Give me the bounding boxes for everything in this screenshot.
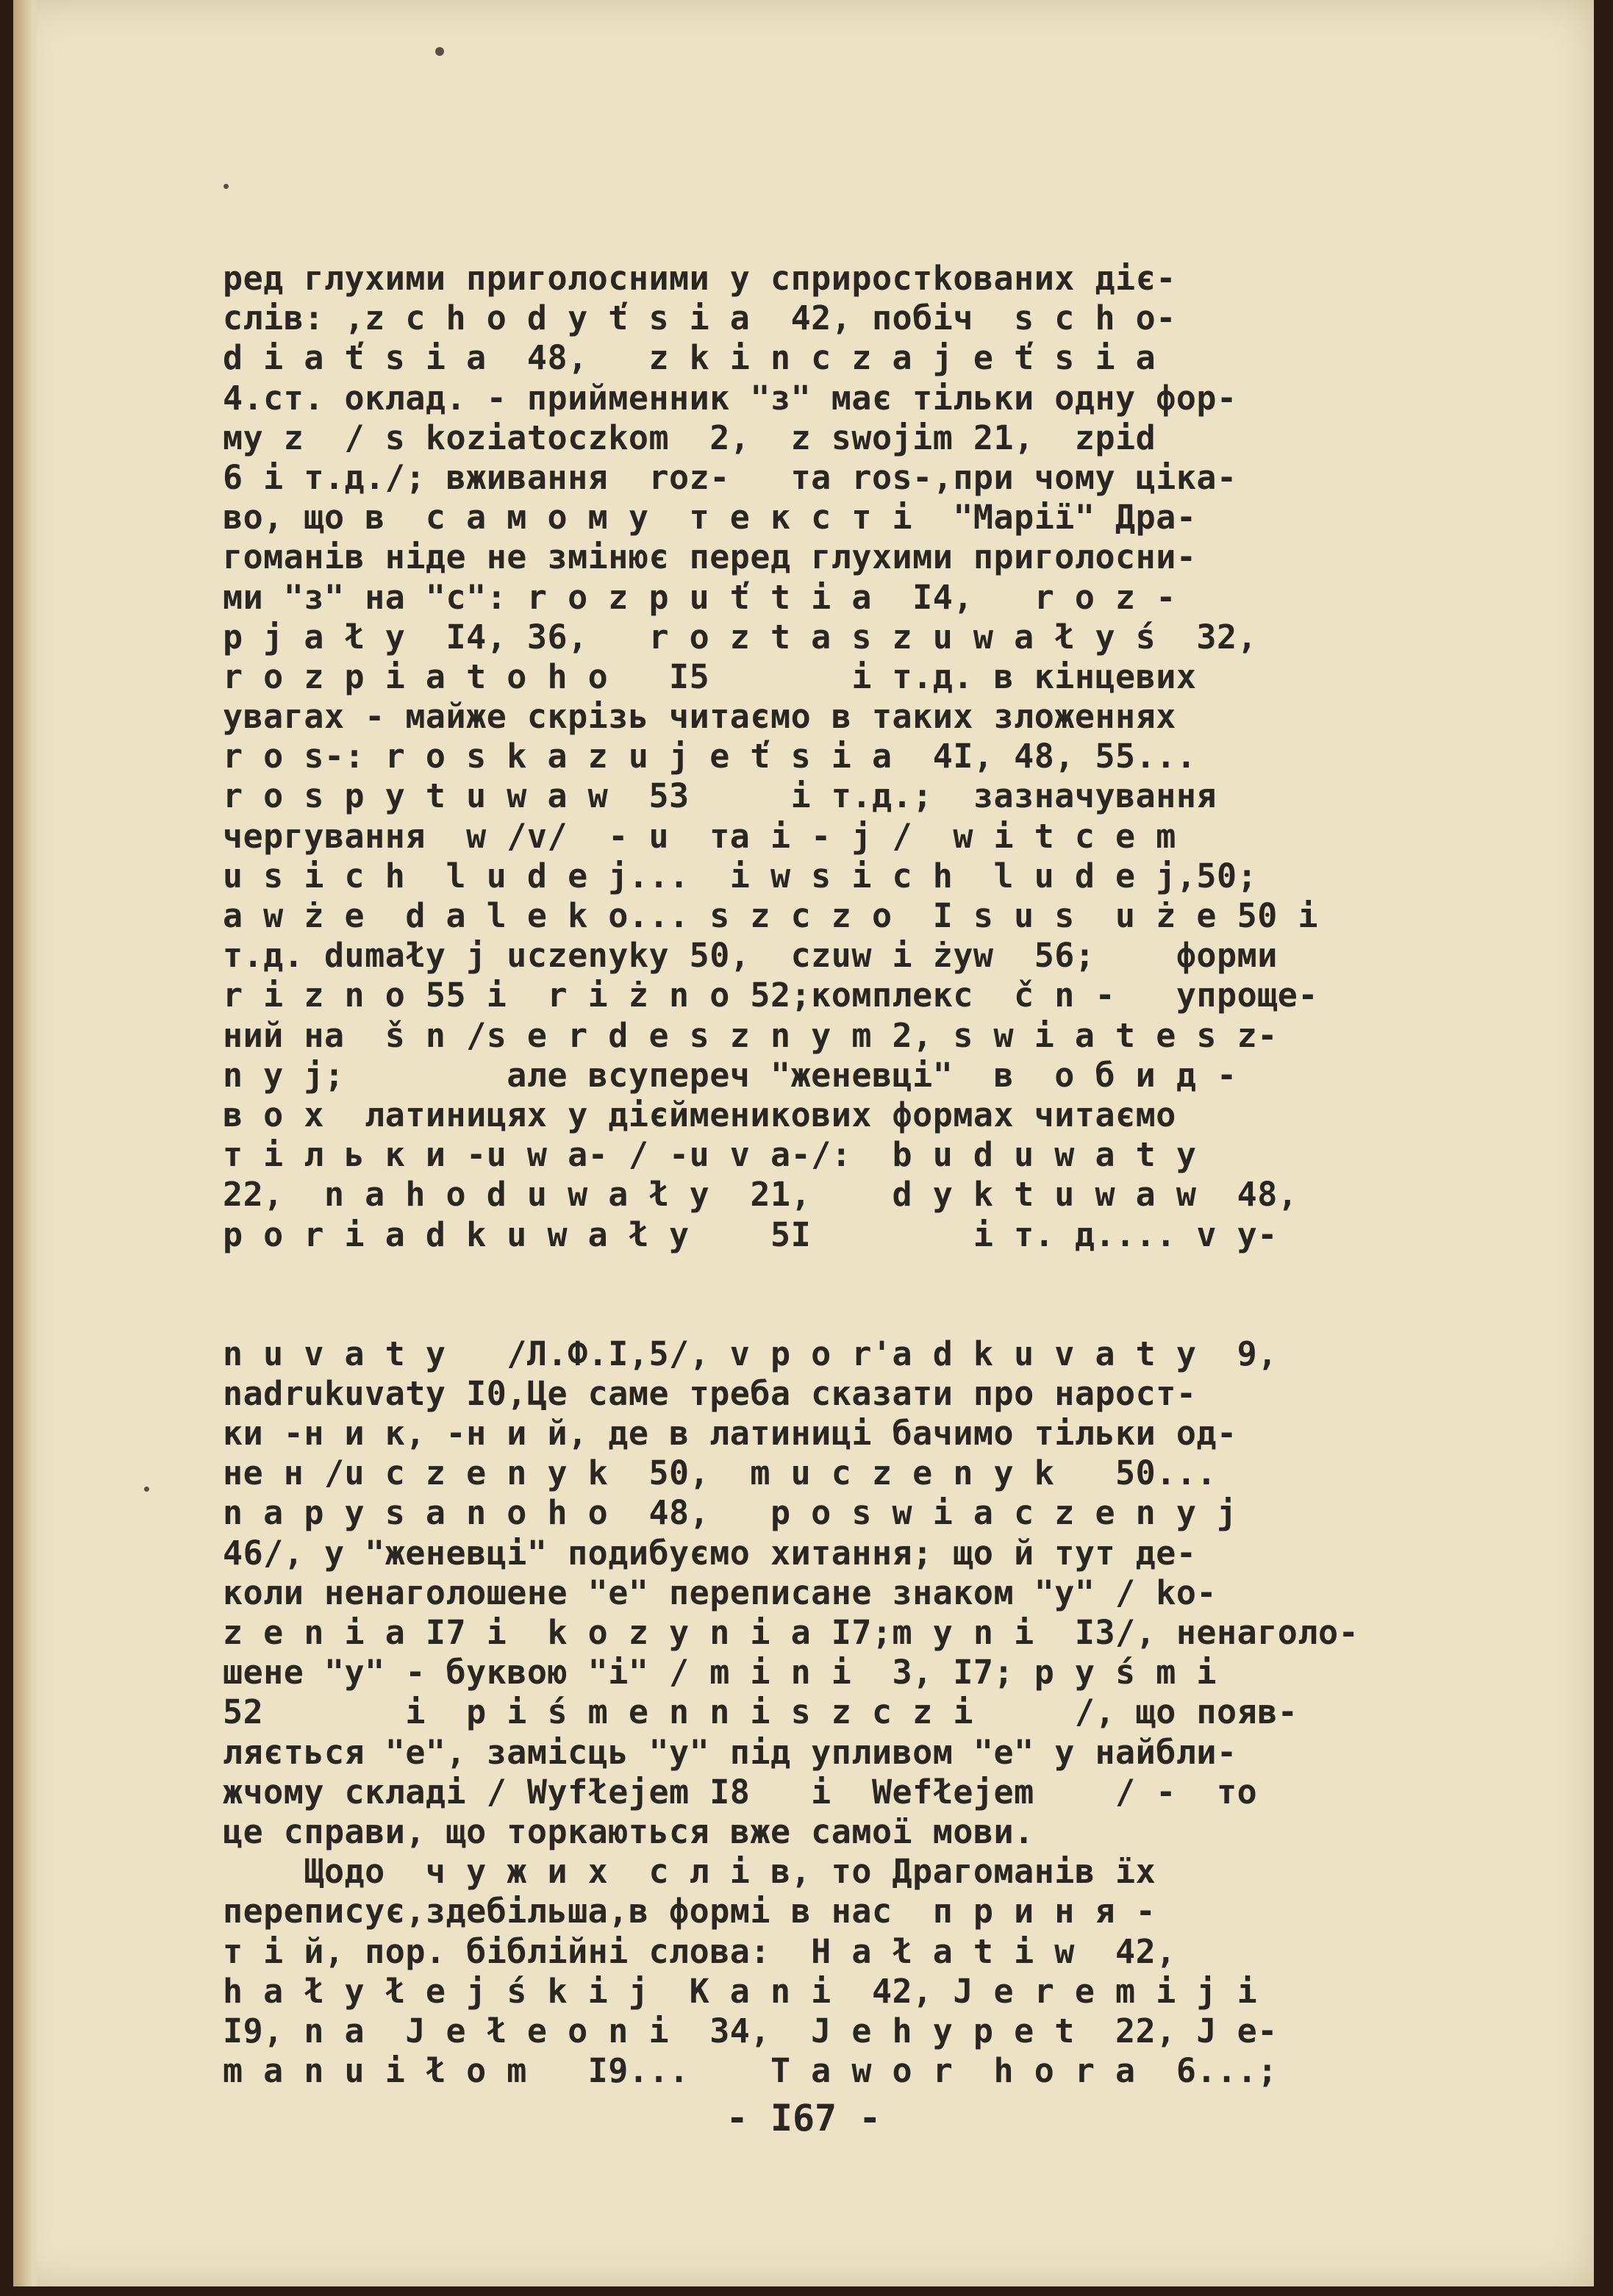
text-line: nadrukuvaty I0,Це саме треба сказати про нарост- (223, 1373, 1197, 1413)
text-line: n a p y s a n o h o 48, p o s w i a c z e n y j (223, 1493, 1237, 1533)
page-edge-shadow (13, 0, 38, 2286)
text-line: r o s p y t u w a w 53 і т.д.; зазначування (223, 776, 1217, 816)
text-line: r o z p i a t o h o I5 і т.д. в кінцевих (223, 657, 1197, 696)
paragraph-1 (223, 259, 1473, 1255)
text-line: шене "у" - буквою "і" / m i n i 3, I7; p y ś m i (223, 1653, 1217, 1692)
ink-speck (223, 184, 229, 189)
text-line: I9, n a J e ł e o n i 34, J e h y p e t 22, J e- (223, 2011, 1278, 2050)
text-line: коли ненаголошене "е" переписане знаком "у" / ko- (223, 1573, 1217, 1612)
body-text (223, 259, 1473, 2091)
text-line: r o s-: r o s k a z u j e ť s i a 4I, 48, 55... (223, 737, 1197, 776)
text-line: ми "з" на "с": r o z p u ť t i a I4, r o z - (223, 577, 1176, 617)
text-line: 22, n a h o d u w a ł y 21, d y k t u w a w 48, (223, 1175, 1298, 1215)
text-line: чергування w /v/ - u та і - j / w i t c e m (223, 816, 1176, 856)
text-line: переписує,здебільша,в формі в нас п р и н я - (223, 1892, 1156, 1931)
text-line: т і й, пор. біблійні слова: H a ł a t i w 42, (223, 1931, 1176, 1971)
text-line: 46/, у "женевці" подибуємо хитання; що й тут де- (223, 1533, 1197, 1573)
text-line: слів: ,z c h o d y ť s i a 42, побіч s c h o- (223, 298, 1176, 338)
text-line: в о х латиницях у дієйменикових формах читаємо (223, 1095, 1176, 1134)
text-line: u s i c h l u d e j... і w s i c h l u d e j,50; (223, 856, 1258, 895)
text-line: т і л ь к и -u w a- / -u v a-/: b u d u w a t y (223, 1135, 1197, 1175)
text-line: гоманів ніде не змінює перед глухими приголосни- (223, 537, 1197, 577)
text-line: 6 і т.д./; вживання roz- та ros-,при чому ціка- (223, 457, 1237, 497)
text-line: r i z n o 55 і r i ż n o 52;комплекс č n - упроще- (223, 976, 1318, 1015)
text-line: n y j; але всупереч "женевці" в о б и д - (223, 1055, 1237, 1095)
text-line: p o r i a d k u w a ł y 5I і т. д.... v y- (223, 1215, 1278, 1254)
ink-speck (144, 1487, 149, 1492)
text-line: p j a ł y I4, 36, r o z t a s z u w a ł y ś 32, (223, 617, 1258, 657)
text-line: во, що в с а м о м у т е к с т і "Марії" Дра- (223, 498, 1197, 537)
text-line: z e n i a I7 і k o z y n i a I7;m y n i I3/, ненаголо- (223, 1613, 1359, 1652)
text-line: 4.ст. оклад. - прийменник "з" має тільки одну фор- (223, 378, 1237, 418)
page-number: - I67 - (726, 2097, 881, 2139)
text-line: n u v a t y /Л.Ф.І,5/, v p o r'a d k u v a t y 9, (223, 1334, 1278, 1373)
text-line: це справи, що торкаються вже самої мови. (223, 1812, 1034, 1851)
paragraph-gap (223, 1255, 1473, 1334)
text-line: ред глухими приголосними у сприростkованих діє- (223, 259, 1176, 298)
text-line: жчому складі / Wyfłejem I8 і Wefłejem / - то (223, 1772, 1258, 1812)
document-page (13, 0, 1594, 2286)
text-line: m a n u i ł o m I9... T a w o r h o r a 6...; (223, 2051, 1278, 2091)
text-line: h a ł y ł e j ś k i j K a n i 42, J e r e m i j i (223, 1971, 1258, 2011)
text-line: Щодо ч у ж и х с л і в, то Драгоманів їх (223, 1852, 1156, 1892)
text-line: d i a ť s i a 48, z k i n c z a j e ť s i a (223, 338, 1156, 378)
text-line: ний на š n /s e r d e s z n y m 2, s w i a t e s z- (223, 1015, 1278, 1055)
text-line: увагах - майже скрізь читаємо в таких зложеннях (223, 697, 1176, 737)
text-line: не н /u c z e n y k 50, m u c z e n y k 50... (223, 1453, 1217, 1493)
text-line: ки -н и к, -н и й, де в латиниці бачимо тільки од- (223, 1414, 1237, 1453)
text-line: т.д. dumały j uczenyky 50, czuw і żyw 56; форми (223, 936, 1278, 976)
text-line: ляється "е", замісць "у" під упливом "е" у найбли- (223, 1732, 1237, 1772)
text-line: му z / s koziatoczkom 2, z swojim 21, zpid (223, 418, 1156, 457)
text-line: a w ż e d a l e k o... s z c z o I s u s u ż e 50 і (223, 896, 1318, 935)
ink-speck (435, 47, 444, 56)
text-line: 52 і p i ś m e n n i s z c z i /, що появ- (223, 1692, 1298, 1732)
paragraph-2 (223, 1334, 1473, 2092)
